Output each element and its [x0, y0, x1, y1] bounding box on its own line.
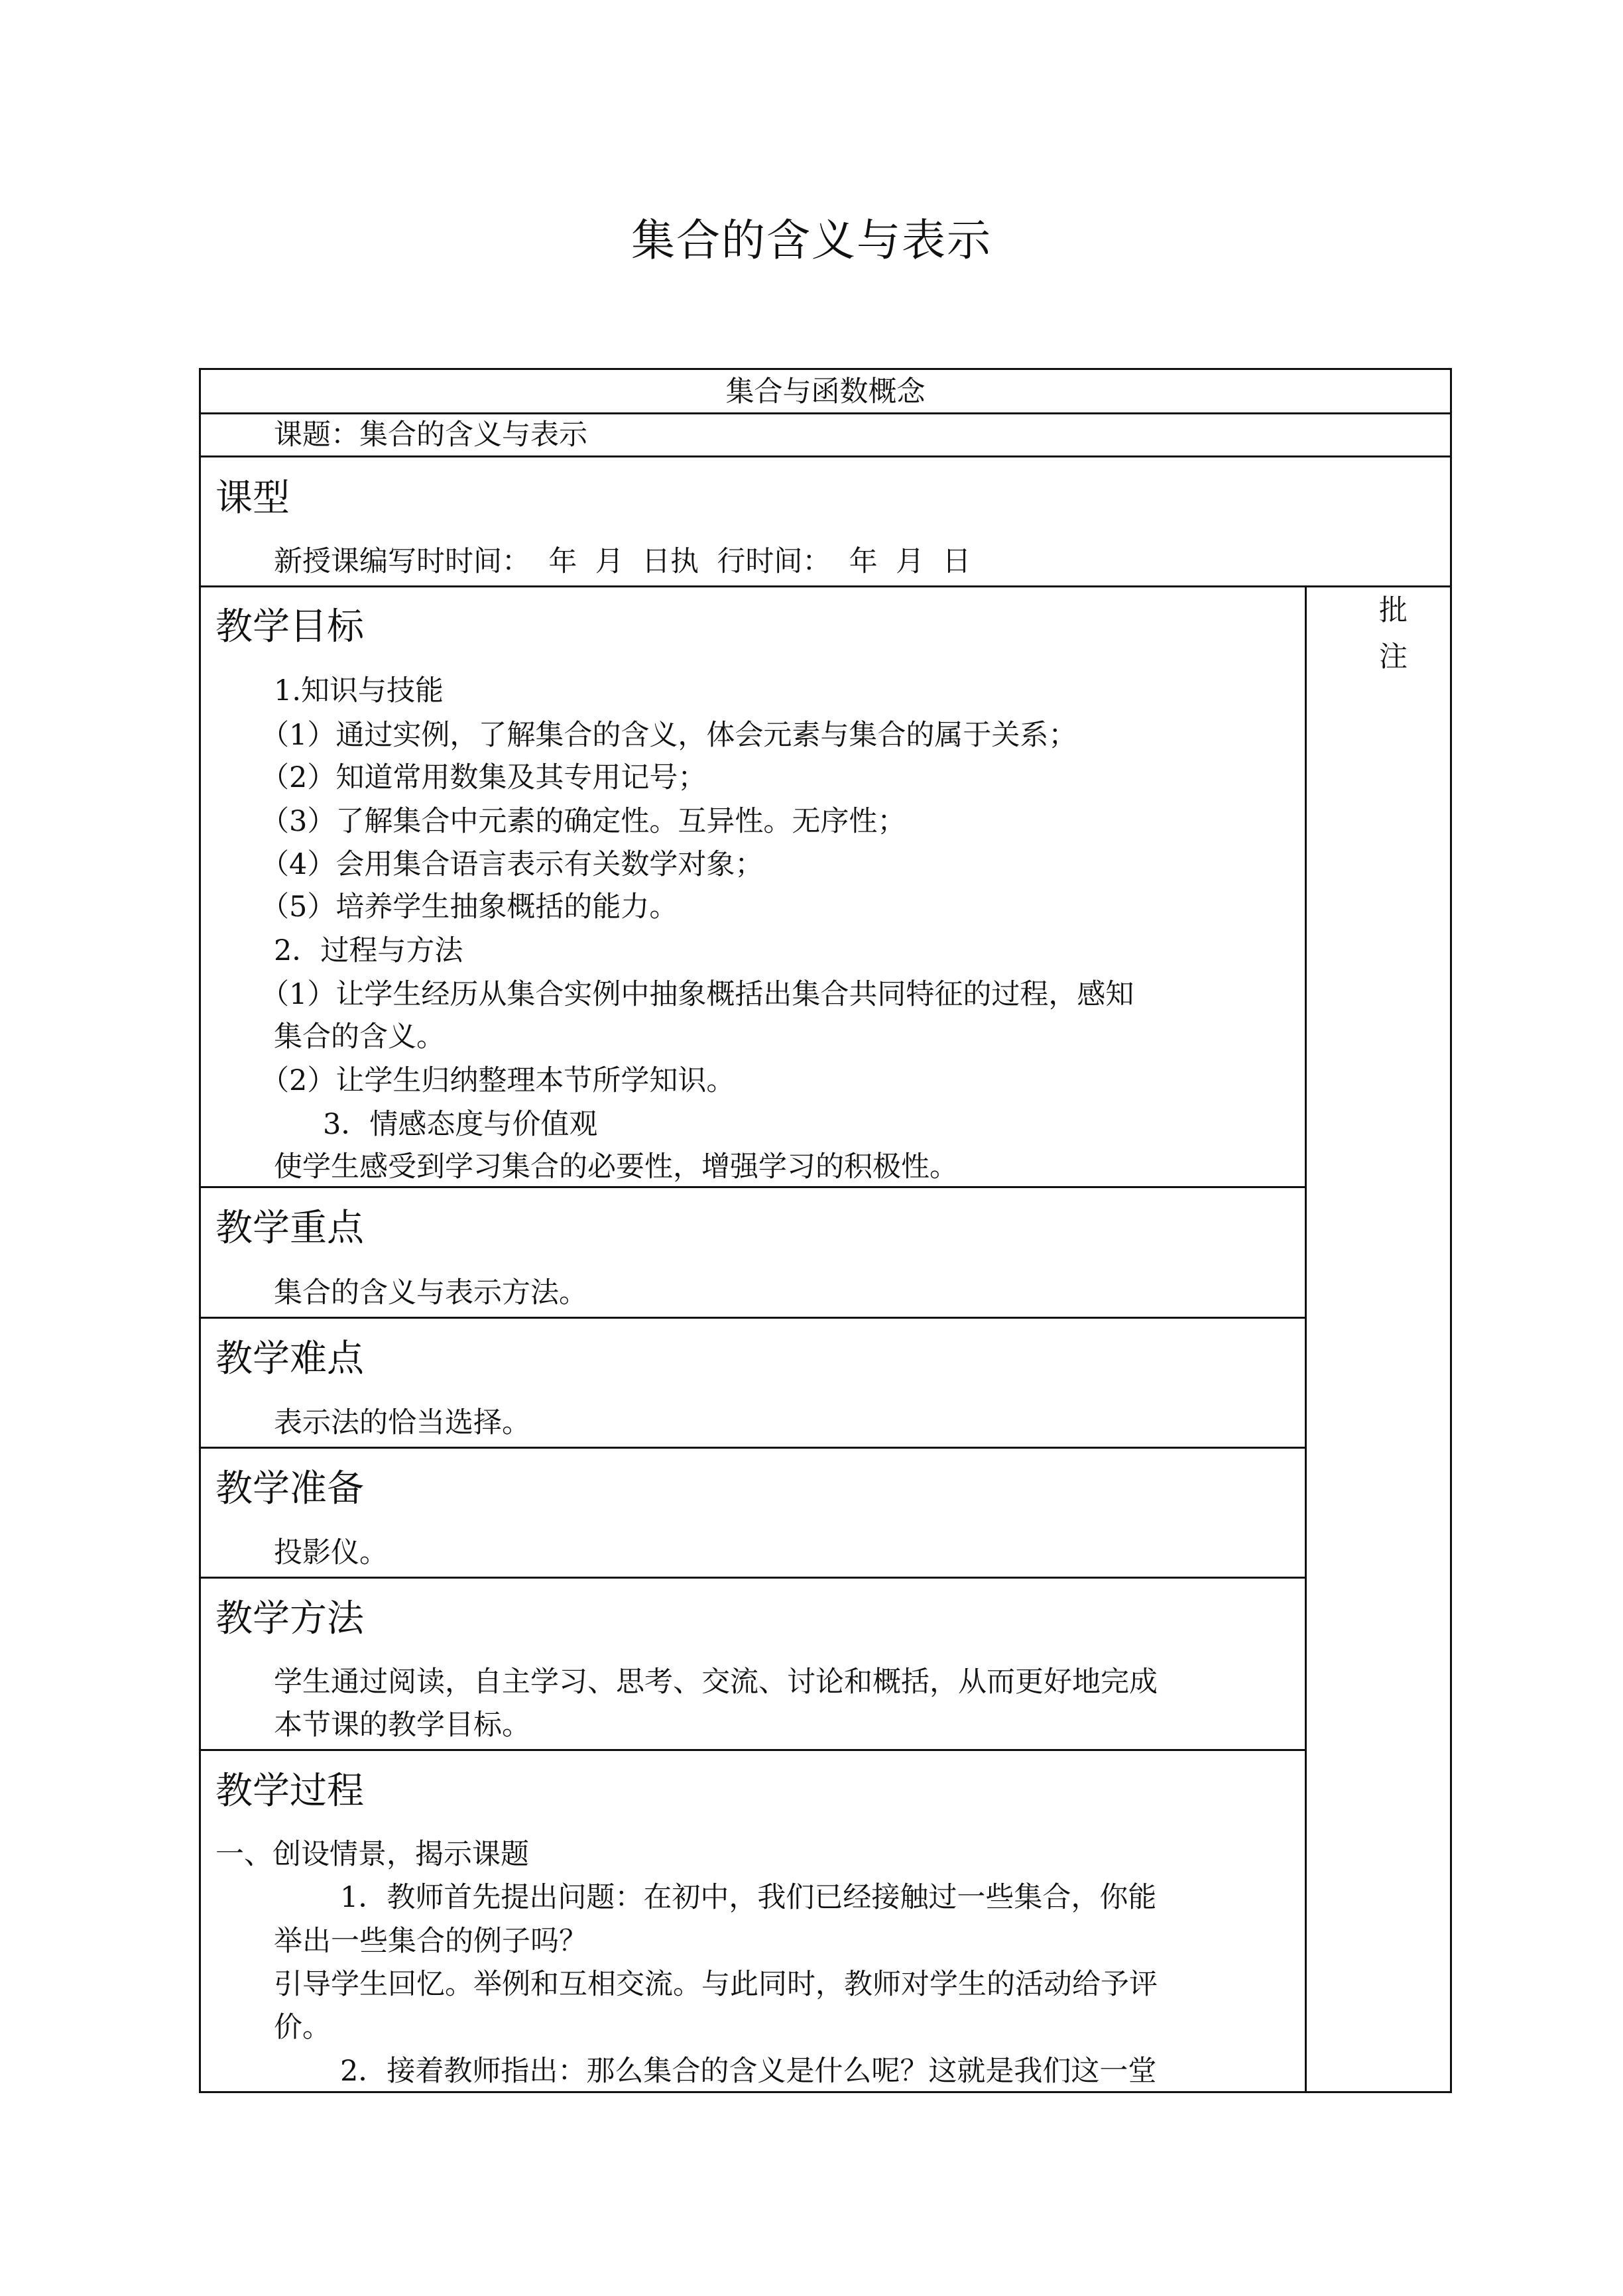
preparation-text: 投影仪。 — [274, 1536, 388, 1569]
unit-title: 集合与函数概念 — [725, 375, 926, 408]
page-title: 集合的含义与表示 — [631, 215, 992, 266]
objective-line: 1.知识与技能 — [274, 674, 444, 707]
methods-line: 本节课的教学目标。 — [274, 1709, 530, 1742]
difficulties-text: 表示法的恰当选择。 — [274, 1406, 530, 1439]
objective-line: 2．过程与方法 — [274, 934, 463, 967]
table-rule — [199, 1577, 1306, 1579]
objective-line: 使学生感受到学习集合的必要性，增强学习的积极性。 — [274, 1150, 958, 1183]
topic-line: 课题：集合的含义与表示 — [274, 418, 587, 452]
difficulties-heading: 教学难点 — [215, 1337, 364, 1380]
lesson-type-heading: 课型 — [215, 477, 290, 520]
remarks-divider — [1305, 585, 1307, 2092]
key-points-text: 集合的含义与表示方法。 — [274, 1276, 587, 1309]
process-line: 2．接着教师指出：那么集合的含义是什么呢？这就是我们这一堂 — [340, 2055, 1157, 2088]
objective-line: 集合的含义。 — [274, 1020, 445, 1054]
methods-line: 学生通过阅读，自主学习、思考、交流、讨论和概括，从而更好地完成 — [274, 1665, 1158, 1699]
process-line: 一、创设情景，揭示课题 — [215, 1838, 529, 1871]
objective-line: （1）通过实例，了解集合的含义，体会元素与集合的属于关系； — [261, 719, 1077, 752]
table-rule — [199, 1749, 1306, 1751]
objective-line: （5）培养学生抽象概括的能力。 — [261, 890, 678, 924]
process-line: 举出一些集合的例子吗？ — [274, 1925, 587, 1958]
objective-line: （3）了解集合中元素的确定性。互异性。无序性； — [261, 805, 906, 838]
objective-line: （1）让学生经历从集合实例中抽象概括出集合共同特征的过程，感知 — [261, 978, 1134, 1011]
process-line: 1．教师首先提出问题：在初中，我们已经接触过一些集合，你能 — [340, 1881, 1157, 1914]
objective-line: （2）让学生归纳整理本节所学知识。 — [261, 1064, 735, 1097]
remarks-label: 批注 — [1379, 594, 1408, 674]
key-points-heading: 教学重点 — [215, 1207, 364, 1250]
process-line: 引导学生回忆。举例和互相交流。与此同时，教师对学生的活动给予评 — [274, 1968, 1158, 2001]
table-rule — [199, 1447, 1306, 1449]
methods-heading: 教学方法 — [215, 1597, 364, 1640]
preparation-heading: 教学准备 — [215, 1467, 364, 1510]
lesson-type-line: 新授课编写时时间： 年 月 日执 行时间： 年 月 日 — [274, 545, 971, 578]
objective-line: （2）知道常用数集及其专用记号； — [261, 761, 707, 794]
objectives-heading: 教学目标 — [215, 605, 364, 648]
process-line: 价。 — [274, 2011, 331, 2044]
objective-line: 3．情感态度与价值观 — [323, 1108, 598, 1141]
process-heading: 教学过程 — [215, 1770, 364, 1813]
table-rule — [199, 585, 1452, 587]
objective-line: （4）会用集合语言表示有关数学对象； — [261, 848, 764, 881]
table-rule — [199, 1317, 1306, 1319]
